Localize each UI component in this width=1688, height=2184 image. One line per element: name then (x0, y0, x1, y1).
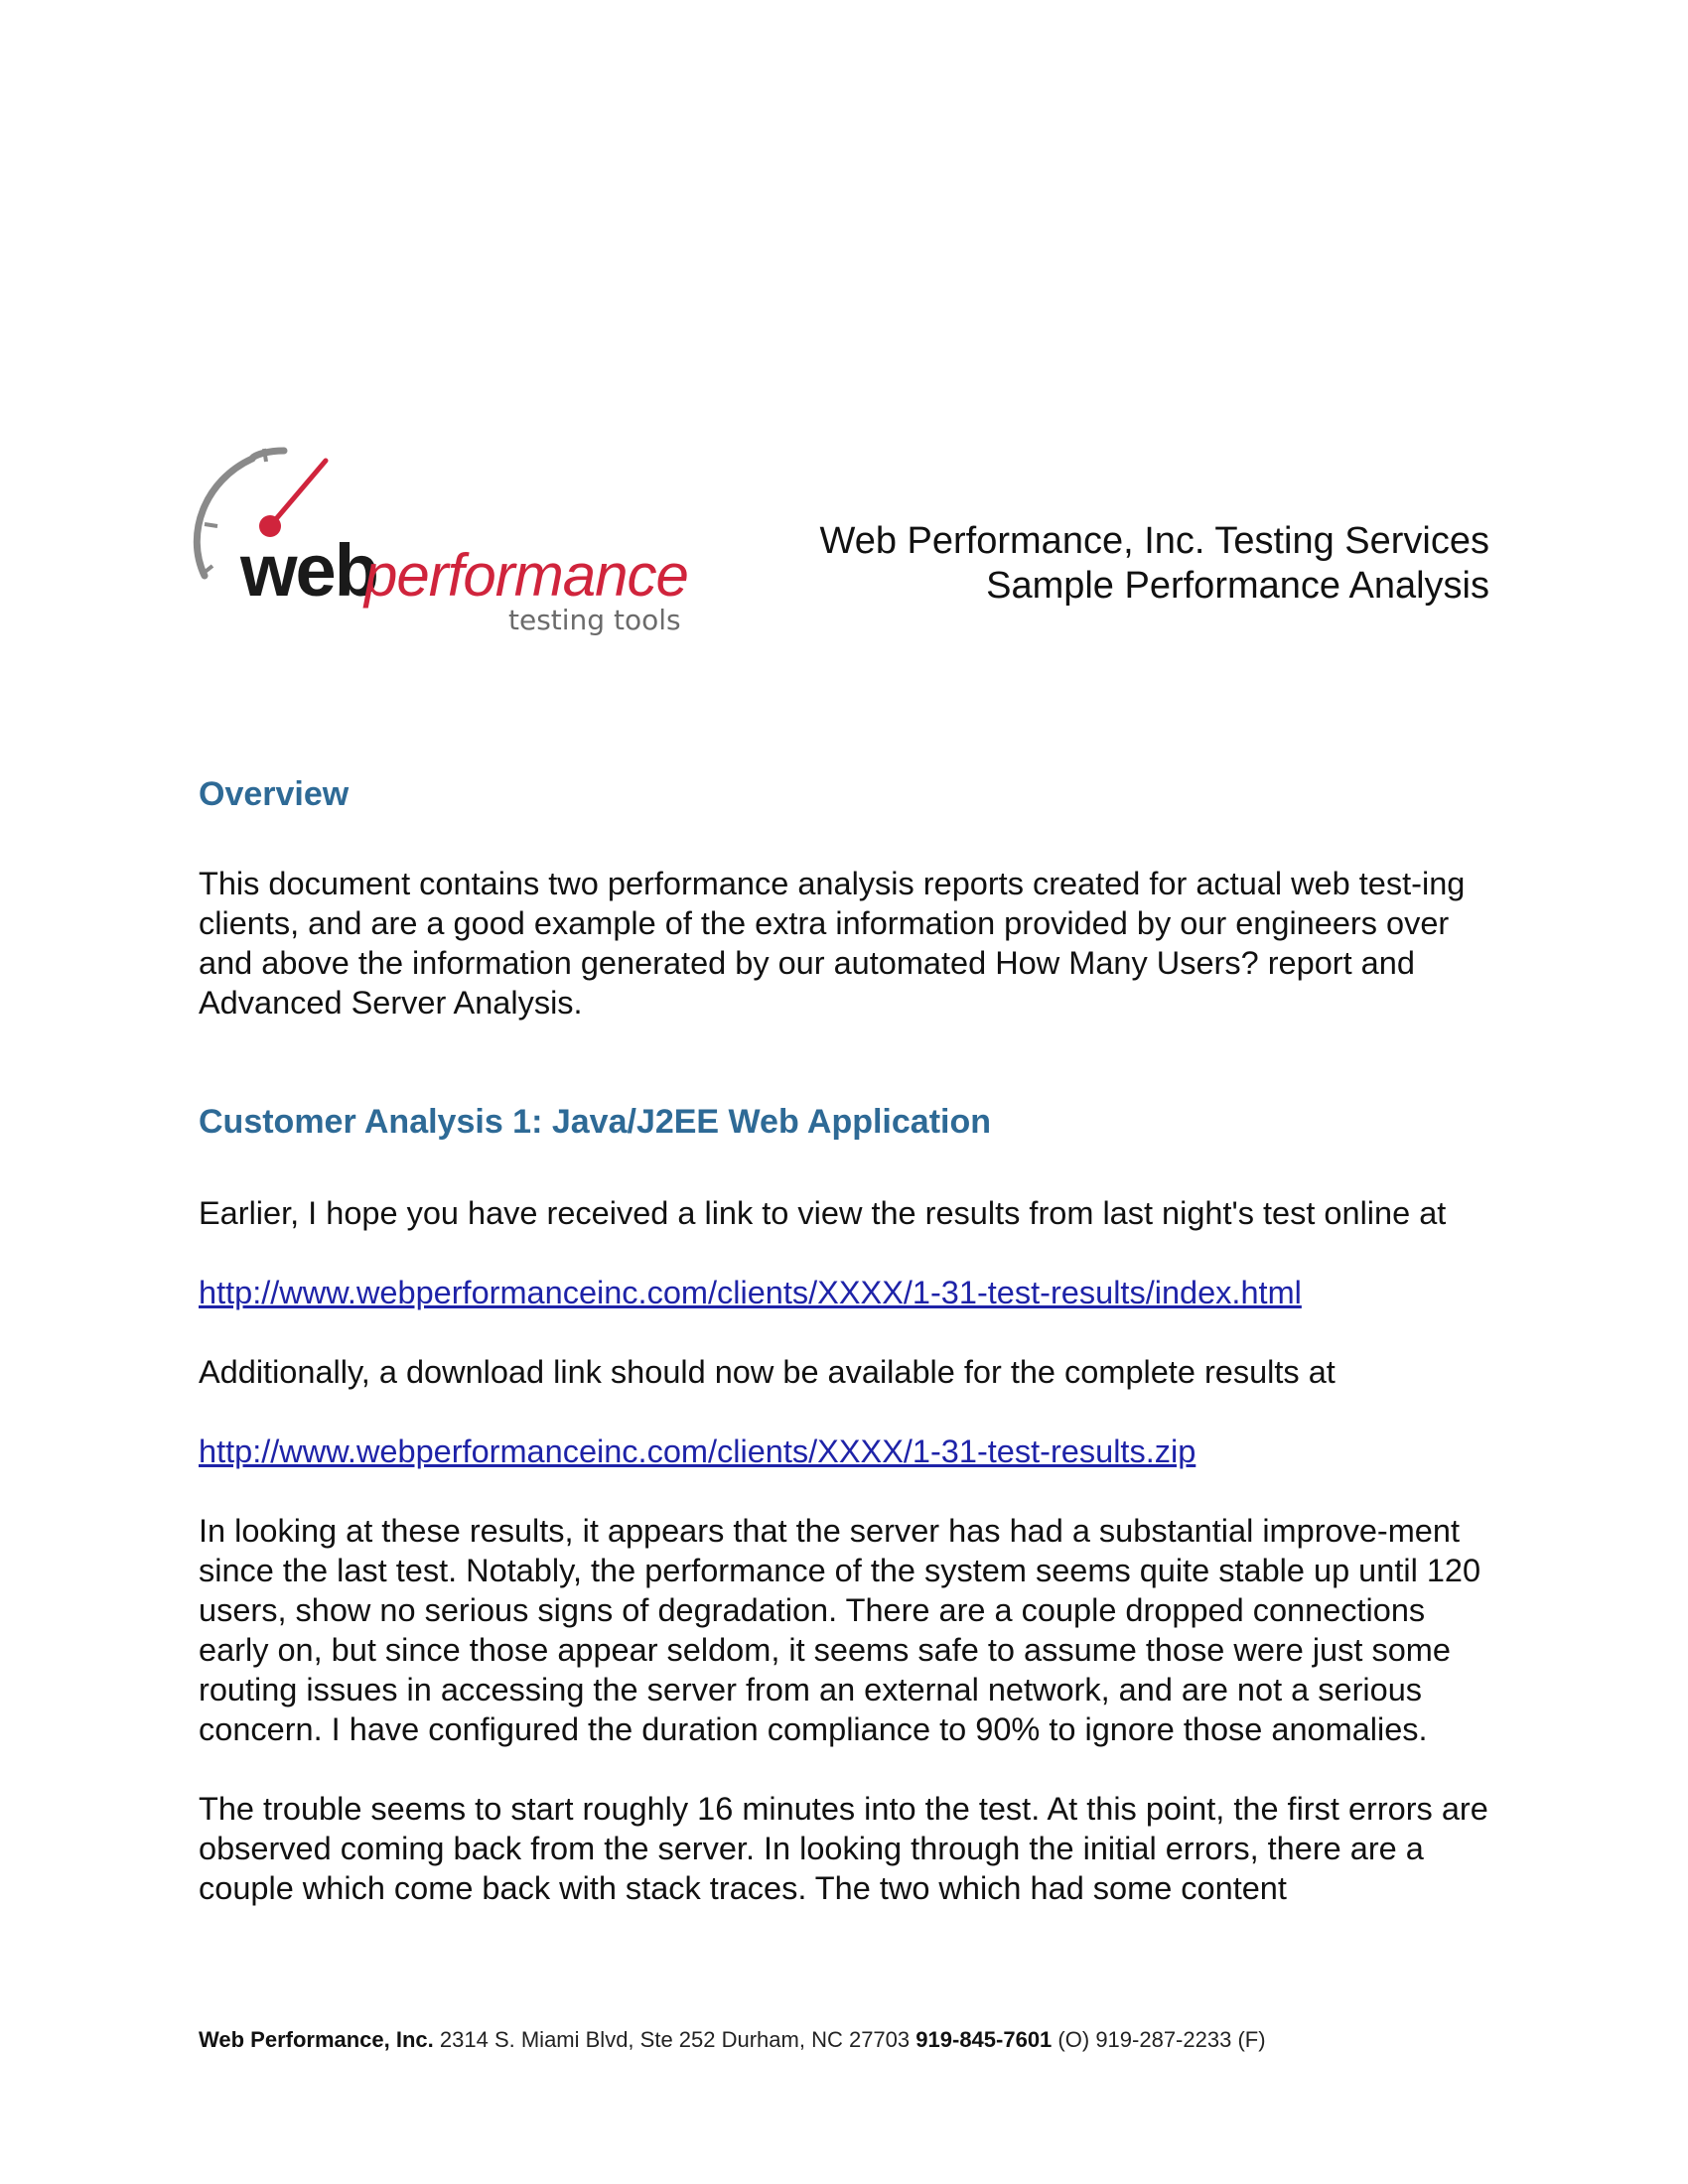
company-logo (191, 443, 707, 641)
logo-tagline: testing tools (508, 604, 681, 636)
analysis-1-heading: Customer Analysis 1: Java/J2EE Web Application (199, 1103, 992, 1141)
results-download-link[interactable]: http://www.webperformanceinc.com/clients/XXXX/1-31-test-results.zip (199, 1433, 1196, 1469)
document-body (199, 774, 1489, 1908)
footer-phone: 919-845-7601 (915, 2027, 1053, 2052)
title-line-2: Sample Performance Analysis (986, 565, 1489, 607)
logo-word-bold: web (240, 529, 377, 612)
gauge-tick-icon (205, 524, 217, 526)
analysis-paragraph-1: In looking at these results, it appears that the server has had a substantial improve-ment since the last test. Notably, the performance of the system seems quite stable up until 120 users, show no serious signs of degradation. There are a couple dropped connections early on, but since those appear seldom, it seems safe to assume those were just some routing issues in accessing the server from an external network, and are not a serious concern. I have configured the duration compliance to 90% to ignore those anomalies. (199, 1513, 1481, 1747)
title-line-1: Web Performance, Inc. Testing Services (819, 520, 1489, 562)
footer-phone-label: (O) (1057, 2027, 1090, 2052)
document-title (820, 519, 1489, 609)
download-text: Additionally, a download link should now be available for the complete results at (199, 1354, 1336, 1390)
overview-heading: Overview (199, 775, 350, 813)
gauge-needle-icon (275, 461, 326, 520)
footer-address: 2314 S. Miami Blvd, Ste 252 Durham, NC 27703 (439, 2027, 911, 2052)
logo-graphic (191, 443, 707, 641)
gauge-arc-top-icon (252, 451, 284, 459)
footer-company: Web Performance, Inc. (199, 2027, 434, 2052)
footer-fax: 919-287-2233 (1095, 2027, 1232, 2052)
footer-fax-label: (F) (1237, 2027, 1266, 2052)
page-footer (199, 2026, 1489, 2054)
logo-word-light: performance (364, 542, 688, 609)
gauge-tick-icon (264, 449, 266, 462)
analysis-paragraph-2: The trouble seems to start roughly 16 minutes into the test. At this point, the first errors are observed coming back from the server. In looking through the initial errors, there are a couple which come back with stack traces. The two which had some content (199, 1791, 1488, 1906)
overview-paragraph: This document contains two performance analysis reports created for actual web test-ing clients, and are a good example of the extra information provided by our engineers over and above the information generated by our automated How Many Users? report and Advanced Server Analysis. (199, 866, 1466, 1021)
results-online-link[interactable]: http://www.webperformanceinc.com/clients/XXXX/1-31-test-results/index.html (199, 1275, 1302, 1310)
analysis-intro: Earlier, I hope you have received a link to view the results from last night's test online at (199, 1195, 1447, 1231)
